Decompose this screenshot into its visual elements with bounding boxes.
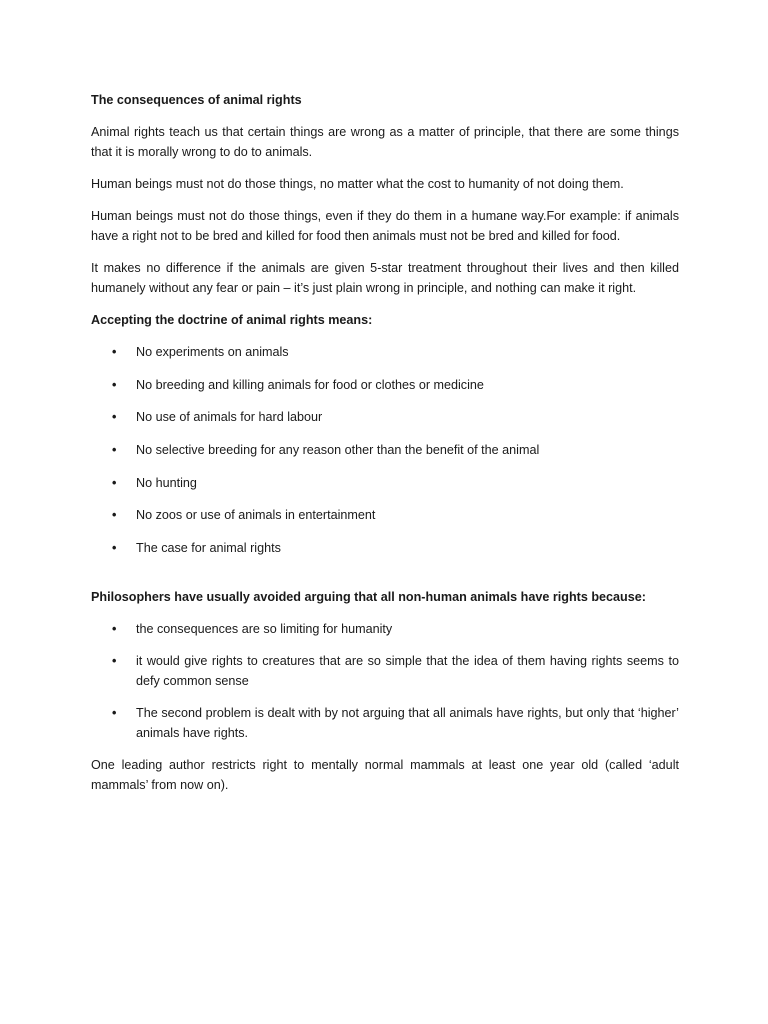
list-item-text: No breeding and killing animals for food or clothes or medicine xyxy=(136,377,484,392)
bullet-icon: • xyxy=(112,475,117,490)
document-title: The consequences of animal rights xyxy=(91,93,302,107)
intro-paragraph-2: Human beings must not do those things, no matter what the cost to humanity of not doing them. xyxy=(91,177,624,191)
closing-paragraph: One leading author restricts right to mentally normal mammals at least one year old (called ‘adult mammals’ from now on). xyxy=(91,758,679,793)
bullet-icon: • xyxy=(112,443,117,458)
list-item-text: No experiments on animals xyxy=(136,345,289,359)
list2-heading: Philosophers have usually avoided arguing that all non-human animals have rights because: xyxy=(91,590,646,605)
list-item-text: The case for animal rights xyxy=(136,541,281,556)
bullet-icon: • xyxy=(112,508,117,523)
list-item-text: No hunting xyxy=(136,475,197,490)
bullet-icon: • xyxy=(112,654,117,669)
document-body xyxy=(91,90,679,807)
bullet-icon: • xyxy=(112,377,117,392)
intro-paragraph-3: Human beings must not do those things, even if they do them in a humane way.For example: if animals have a right not to be bred and killed for food then animals must not be bred and killed for food. xyxy=(91,209,679,243)
list-item xyxy=(91,703,679,743)
list-item-text: it would give rights to creatures that are so simple that the idea of them having rights seems to defy common sense xyxy=(136,654,679,689)
intro-paragraph-4: It makes no difference if the animals are given 5-star treatment throughout their lives and then killed humanely without any fear or pain – it’s just plain wrong in principle, and nothing can make it right. xyxy=(91,261,679,295)
philosophers-list xyxy=(91,619,679,743)
list-item xyxy=(91,651,679,691)
bullet-icon: • xyxy=(112,541,117,556)
list-item xyxy=(91,619,679,639)
intro-paragraph-1: Animal rights teach us that certain things are wrong as a matter of principle, that there are some things that it is morally wrong to do to animals. xyxy=(91,125,679,159)
list-item-text: No zoos or use of animals in entertainment xyxy=(136,508,376,523)
consequences-list xyxy=(91,342,679,558)
list-item-text: No selective breeding for any reason other than the benefit of the animal xyxy=(136,443,540,458)
list-item-text: the consequences are so limiting for humanity xyxy=(136,622,393,637)
list-item xyxy=(91,505,679,525)
list-item-text: No use of animals for hard labour xyxy=(136,410,323,425)
bullet-icon: • xyxy=(112,706,117,721)
list-item xyxy=(91,440,679,460)
list1-heading: Accepting the doctrine of animal rights means: xyxy=(91,313,373,327)
list-item xyxy=(91,473,679,493)
bullet-icon: • xyxy=(112,622,117,637)
bullet-icon: • xyxy=(112,410,117,425)
list-item-text: The second problem is dealt with by not arguing that all animals have rights, but only that ‘higher’ animals have rights. xyxy=(136,706,679,741)
list-item xyxy=(91,342,679,362)
bullet-icon: • xyxy=(112,345,117,359)
list-item xyxy=(91,375,679,395)
list-item xyxy=(91,538,679,558)
list-item xyxy=(91,407,679,427)
